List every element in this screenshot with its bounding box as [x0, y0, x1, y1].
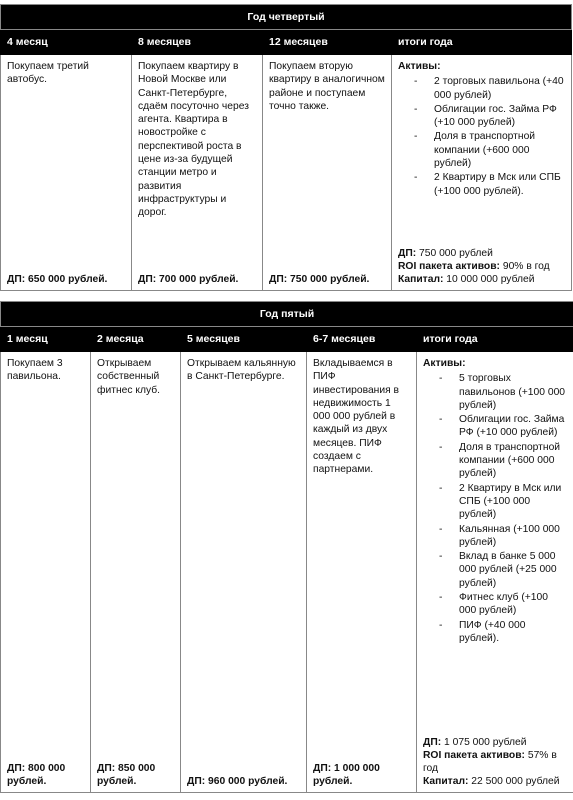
year4-header-month8: 8 месяцев	[132, 30, 263, 55]
dp-value: 1 075 000 рублей	[441, 737, 527, 748]
cell-text: Покупаем третий автобус.	[7, 61, 89, 86]
year4-cell-summary	[392, 55, 572, 291]
asset-text: 5 торговых павильонов (+100 000 рублей)	[459, 373, 566, 411]
year5-summary-totals	[423, 736, 569, 788]
capital-label: Капитал:	[423, 776, 469, 787]
year5-cell-month1	[1, 352, 91, 793]
asset-item: - Фитнес клуб (+100 000 рублей)	[439, 592, 548, 617]
dp-label: ДП:	[398, 248, 417, 259]
capital-label: Капитал:	[398, 274, 444, 285]
asset-text: Облигации гос. Займа РФ (+10 000 рублей)	[434, 103, 557, 129]
year5-table	[0, 301, 573, 793]
cell-dp: ДП: 1 000 000 рублей.	[313, 763, 380, 787]
capital-line	[398, 273, 567, 286]
asset-item: - ПИФ (+40 000 рублей).	[439, 619, 526, 644]
year5-title: Год пятый	[1, 302, 573, 327]
cell-text: Покупаем вторую квартиру в аналогичном районе и поступаем точно также.	[269, 61, 385, 112]
cell-text: Вкладываемся в ПИФ инвестирования в недвижимость 1 000 000 рублей в каждый из двух месяцев. ПИФ создаем с партнерами.	[313, 358, 400, 476]
year4-cell-month12	[263, 55, 392, 291]
assets-label: Активы:	[423, 358, 466, 369]
year4-header-month4: 4 месяц	[1, 30, 132, 55]
year4-header-summary: итоги года	[392, 30, 572, 55]
year5-header-month5: 5 месяцев	[181, 327, 307, 352]
cell-text: Открываем собственный фитнес клуб.	[97, 358, 161, 396]
asset-text: Фитнес клуб (+100 000 рублей)	[459, 592, 548, 617]
dp-line	[423, 736, 569, 749]
roi-value: 90% в год	[499, 261, 550, 272]
cell-dp: ДП: 960 000 рублей.	[187, 776, 288, 787]
asset-text: Доля в транспортной компании (+600 000 рублей)	[434, 131, 536, 170]
cell-dp: ДП: 750 000 рублей.	[269, 274, 370, 285]
asset-item: - 2 Квартиру в Мск или СПБ (+100 000 рублей)	[439, 482, 562, 521]
asset-text: 2 Квартиру в Мск или СПБ (+100 000 рублей).	[434, 172, 561, 197]
assets-list	[423, 372, 567, 645]
asset-item: - Доля в транспортной компании (+600 000 рублей)	[439, 441, 561, 480]
asset-item: - 2 Квартиру в Мск или СПБ (+100 000 рублей).	[414, 172, 561, 197]
year5-header-month6-7: 6-7 месяцев	[307, 327, 417, 352]
year5-cell-month2	[91, 352, 181, 793]
assets-list	[398, 75, 565, 198]
year4-title: Год четвертый	[1, 5, 572, 30]
asset-text: Доля в транспортной компании (+600 000 рублей)	[459, 441, 561, 480]
asset-text: Облигации гос. Займа РФ (+10 000 рублей)	[459, 414, 565, 439]
asset-item: - Облигации гос. Займа РФ (+10 000 рублей)	[414, 103, 557, 129]
cell-dp: ДП: 850 000 рублей.	[97, 763, 156, 787]
capital-line	[423, 775, 569, 788]
asset-item: - 2 торговых павильона (+40 000 рублей)	[414, 76, 564, 101]
year5-cell-month6-7	[307, 352, 417, 793]
year5-cell-summary	[417, 352, 573, 793]
capital-value: 22 500 000 рублей	[468, 776, 560, 787]
asset-item: - Вклад в банке 5 000 000 рублей (+25 000 рублей)	[439, 551, 557, 589]
year4-header-month12: 12 месяцев	[263, 30, 392, 55]
dp-label: ДП:	[423, 737, 442, 748]
asset-text: 2 Квартиру в Мск или СПБ (+100 000 рублей)	[459, 482, 562, 521]
asset-text: Вклад в банке 5 000 000 рублей (+25 000 рублей)	[459, 551, 557, 589]
roi-label: ROI пакета активов:	[423, 750, 525, 761]
roi-value: 57% в год	[423, 750, 557, 774]
asset-item: - 5 торговых павильонов (+100 000 рублей)	[439, 373, 566, 411]
asset-text: 2 торговых павильона (+40 000 рублей)	[434, 76, 564, 101]
cell-text: Покупаем квартиру в Новой Москве или Санкт-Петербурге, сдаём посуточно через агента. Квартира в новостройке с перспективой роста в цене из-за будущей станции метро и развития инфраструктуры и дорог.	[138, 61, 249, 219]
dp-value: 750 000 рублей	[416, 248, 493, 259]
year5-header-summary: итоги года	[417, 327, 573, 352]
year4-cell-month4	[1, 55, 132, 291]
asset-item: - Кальянная (+100 000 рублей)	[439, 523, 560, 548]
dp-line	[398, 247, 567, 260]
year5-header-month2: 2 месяца	[91, 327, 181, 352]
asset-item: - Облигации гос. Займа РФ (+10 000 рублей)	[439, 414, 565, 439]
asset-text: ПИФ (+40 000 рублей).	[459, 619, 526, 644]
roi-line	[398, 260, 567, 273]
assets-label: Активы:	[398, 61, 441, 72]
year4-cell-month8	[132, 55, 263, 291]
capital-value: 10 000 000 рублей	[443, 274, 535, 285]
cell-dp: ДП: 800 000 рублей.	[7, 763, 66, 787]
year4-summary-totals	[398, 247, 567, 286]
year4-table	[0, 4, 572, 291]
roi-line	[423, 749, 569, 775]
cell-dp: ДП: 700 000 рублей.	[138, 274, 239, 285]
year5-cell-month5	[181, 352, 307, 793]
cell-dp: ДП: 650 000 рублей.	[7, 274, 108, 285]
asset-item: - Доля в транспортной компании (+600 000 рублей)	[414, 131, 536, 170]
cell-text: Покупаем 3 павильона.	[7, 358, 63, 383]
cell-text: Открываем кальянную в Санкт-Петербурге.	[187, 358, 296, 383]
roi-label: ROI пакета активов:	[398, 261, 500, 272]
year5-header-month1: 1 месяц	[1, 327, 91, 352]
asset-text: Кальянная (+100 000 рублей)	[459, 523, 560, 548]
